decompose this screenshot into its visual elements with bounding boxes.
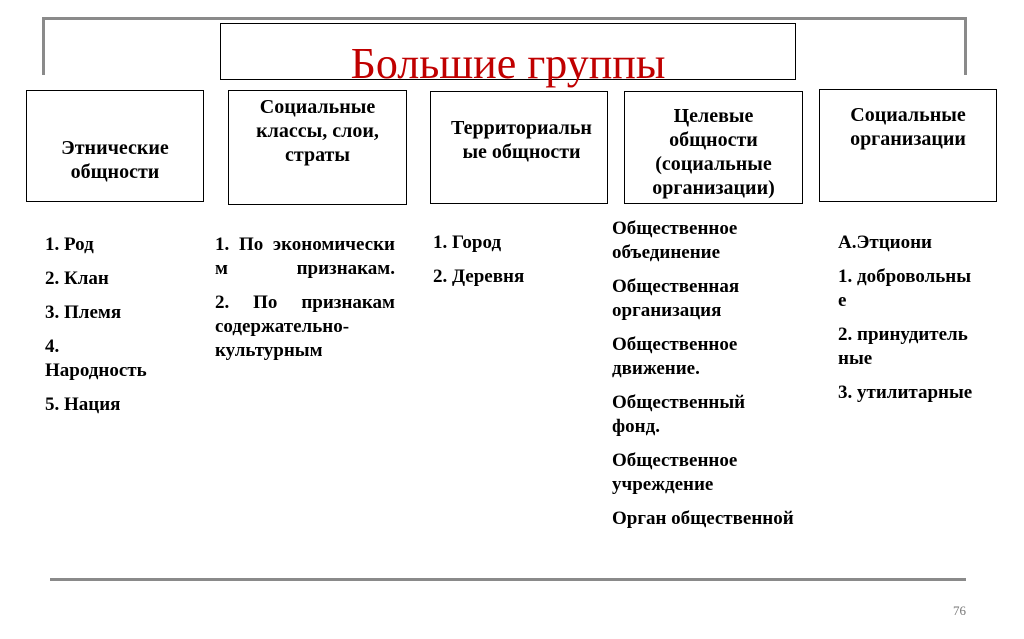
list-item: Общественный фонд. [612,392,746,437]
top-rule [42,17,966,20]
box-territorial-label: Территориальные общности [451,117,592,163]
list-item: 1. По экономическим признакам. [215,234,395,279]
list-item: 1. добровольные [838,266,972,311]
list-item: 2. По признакам содержательно-культурным [215,292,395,361]
list-item: 1. Род [45,234,94,255]
left-rule [42,17,45,75]
list-item: 2. принудительные [838,324,968,369]
list-item: 2. Клан [45,268,109,289]
list-item: Общественное учреждение [612,450,738,495]
column-ethnic [45,233,185,427]
box-classes-label: Социальные классы, слои, страты [256,96,379,166]
list-item: 3. утилитарные [838,382,973,403]
list-item: Общественная организация [612,276,740,321]
box-organizations-label: Социальные организации [850,104,966,150]
bottom-rule [50,578,966,581]
column-target [612,217,797,541]
box-ethnic-label: Этнические общности [61,137,169,183]
list-item: Общественное объединение [612,218,738,263]
list-item: 3. Племя [45,302,122,323]
list-item: 4. Народность [45,336,147,381]
list-item: Общественное движение. [612,334,738,379]
list-item: 1. Город [433,232,502,253]
page-title: Большие группы [350,39,666,88]
column-organizations [838,231,978,415]
list-item: А.Этциони [838,232,932,253]
column-territorial [433,231,603,299]
box-target-label: Целевые общности (социальные организации) [652,105,775,199]
right-rule [964,17,967,75]
column-classes [215,233,395,373]
list-item: Орган общественной [612,508,794,529]
list-item: 5. Нация [45,394,121,415]
list-item: 2. Деревня [433,266,525,287]
page-number: 76 [953,603,966,618]
